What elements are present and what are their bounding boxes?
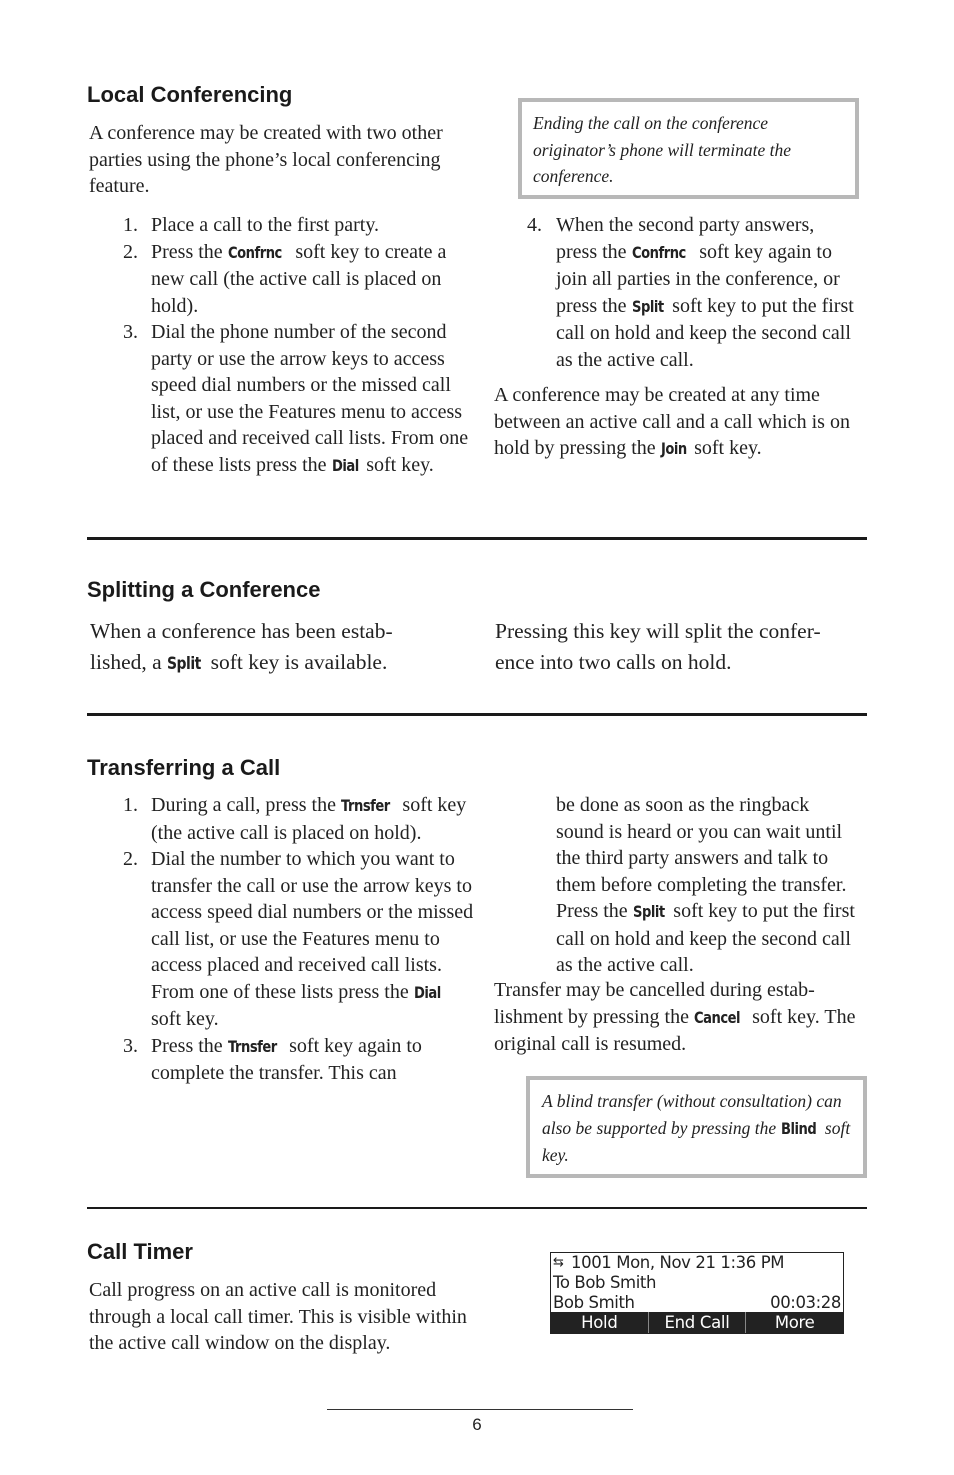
call-timer-value: 00:03:28 [770, 1293, 841, 1312]
splitting-left-text: When a conference has been estab- lished, a Split soft key is available. [90, 616, 450, 680]
list-item: 3. Dial the phone number of the second party or use the arrow keys to access speed dial numbers or the missed call list, or use the Features menu to access placed and received call lists. From one of these lists press the Dial soft key. [89, 319, 469, 479]
softkey-label: Confrnc [631, 242, 686, 262]
local-conferencing-steps-continued [494, 212, 854, 373]
transfer-steps [89, 792, 474, 1087]
softkey-label: Join [660, 439, 687, 458]
list-item: 2. Dial the number to which you want to transfer the call or use the arrow keys to access speed dial numbers or the missed call list, or use the Features menu to access placed and received call lists. From one of these lists press the Dial soft key. [123, 848, 474, 1030]
display-softkey-bar [551, 1312, 843, 1333]
softkey-label: Blind [780, 1118, 816, 1138]
display-caller-line: Bob Smith 00:03:28 [553, 1293, 841, 1312]
section-divider [87, 1207, 867, 1209]
list-item: 1. Place a call to the first party. [123, 214, 380, 236]
footer-rule [327, 1409, 633, 1410]
conference-note-text: Ending the call on the conference originator’s phone will terminate the conference. [533, 113, 791, 186]
softkey-label: Split [632, 902, 665, 921]
softkey-label: Dial [413, 982, 441, 1002]
list-item: 1. During a call, press the Trnsfer soft key (the active call is placed on hold). [123, 794, 467, 844]
softkey-label: Dial [331, 455, 359, 475]
section-title-call-timer: Call Timer [87, 1239, 193, 1264]
section-title-transferring: Transferring a Call [87, 755, 281, 780]
softkey-more[interactable]: More [745, 1312, 843, 1333]
list-item: 3. Press the Trnsfer soft key again to complete the transfer. This can [123, 1034, 422, 1084]
display-status-line: ⇆ 1001 Mon, Nov 21 1:36 PM [553, 1253, 785, 1272]
line-icon: ⇆ [553, 1255, 564, 1270]
list-item: 4. When the second party answers, press the Confrnc soft key again to join all parties in the conference, or press the Split soft key to put the first call on hold and keep the second call as the active call. [527, 214, 854, 371]
conference-note-box [518, 98, 859, 199]
softkey-end-call[interactable]: End Call [648, 1312, 746, 1333]
page-number: 6 [472, 1415, 482, 1434]
softkey-label: Trnsfer [340, 796, 390, 815]
splitting-right-text: Pressing this key will split the confer- ence into two calls on hold. [495, 619, 821, 674]
display-to-line: To Bob Smith [553, 1273, 657, 1292]
section-divider [87, 537, 867, 540]
softkey-label: Cancel [693, 1007, 741, 1027]
local-conferencing-steps [89, 212, 469, 479]
phone-display [550, 1252, 844, 1334]
call-timer-text: Call progress on an active call is monitored through a local call timer. This is visible within the active call window on the display. [89, 1279, 467, 1354]
list-item: 2. Press the Confrnc soft key to create a new call (the active call is placed on hold). [123, 240, 447, 317]
softkey-label: Split [631, 296, 664, 316]
section-title-splitting: Splitting a Conference [87, 577, 321, 602]
section-title-local-conferencing: Local Conferencing [87, 82, 293, 107]
section-divider [87, 713, 867, 716]
blind-transfer-note-box: A blind transfer (without consultation) can also be supported by pressing the Blind soft key. [526, 1076, 867, 1178]
local-conferencing-intro: A conference may be created with two other parties using the phone’s local conferencing feature. [89, 122, 443, 197]
local-conferencing-outro: A conference may be created at any time between an active call and a call which is on hold by pressing the Join soft key. [494, 382, 859, 463]
transfer-cancel-text: Transfer may be cancelled during estab- lishment by pressing the Cancel soft key. The original call is resumed. [494, 979, 856, 1055]
softkey-label: Trnsfer [227, 1036, 277, 1056]
transfer-step-continued: be done as soon as the ringback sound is heard or you can wait until the third party answers and talk to them before completing the transfer. Press the Split soft key to put the first call on hold and keep the second call as the active call. [556, 794, 855, 976]
softkey-label: Split [167, 654, 201, 674]
softkey-label: Confrnc [227, 242, 282, 262]
softkey-hold[interactable]: Hold [581, 1313, 618, 1332]
